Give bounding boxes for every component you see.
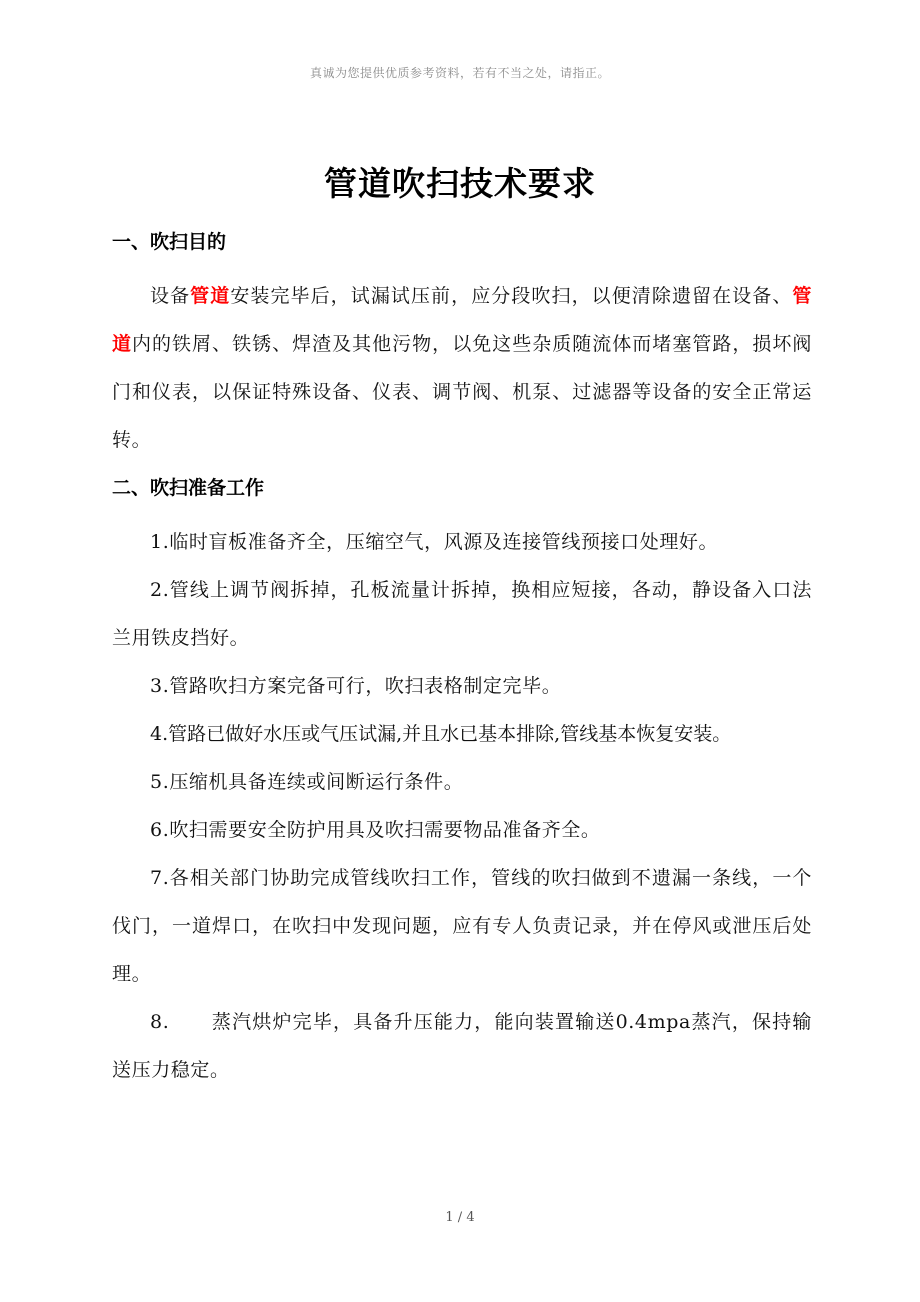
prep-item-5: 5.压缩机具备连续或间断运行条件。 bbox=[150, 771, 464, 793]
header-note: 真诚为您提供优质参考资料，若有不当之处，请指正。 bbox=[309, 66, 610, 80]
page-number: 1 / 4 bbox=[445, 1210, 475, 1225]
item-text: 蒸汽烘炉完毕，具备升压能力，能向装置输送0.4mpa蒸汽，保持输送压力稳定。 bbox=[112, 1011, 812, 1081]
section-heading-preparation: 二、吹扫准备工作 bbox=[112, 477, 265, 499]
prep-item-6: 6.吹扫需要安全防护用具及吹扫需要物品准备齐全。 bbox=[150, 819, 601, 841]
highlight-term: 管道 bbox=[112, 285, 812, 355]
text-span: 安装完毕后，试漏试压前，应分段吹扫，以便清除遗留在设备、 bbox=[230, 285, 793, 307]
item-number: 8. bbox=[150, 1011, 170, 1033]
prep-item-4: 4.管路已做好水压或气压试漏,并且水已基本排除,管线基本恢复安装。 bbox=[150, 723, 732, 745]
highlight-term: 管道 bbox=[190, 285, 231, 307]
prep-item-7: 7.各相关部门协助完成管线吹扫工作，管线的吹扫做到不遗漏一条线，一个伐门，一道焊口，在吹扫中发现问题，应有专人负责记录，并在停风或泄压后处理。 bbox=[112, 867, 812, 985]
purpose-paragraph bbox=[112, 272, 812, 464]
prep-item-1: 1.临时盲板准备齐全，压缩空气，风源及连接管线预接口处理好。 bbox=[150, 531, 719, 553]
prep-item-2: 2.管线上调节阀拆掉，孔板流量计拆掉，换相应短接，各动，静设备入口法兰用铁皮挡好。 bbox=[112, 579, 812, 649]
document-title: 管道吹扫技术要求 bbox=[324, 164, 596, 203]
section-heading-purpose: 一、吹扫目的 bbox=[112, 231, 227, 253]
document-body bbox=[112, 224, 812, 1094]
text-span: 内的铁屑、铁锈、焊渣及其他污物，以免这些杂质随流体而堵塞管路，损坏阀门和仪表，以保证特殊设备、仪表、调节阀、机泵、过滤器等设备的安全正常运转。 bbox=[112, 333, 812, 451]
prep-item-8 bbox=[112, 998, 812, 1094]
text-span: 设备 bbox=[150, 285, 191, 307]
prep-item-3: 3.管路吹扫方案完备可行，吹扫表格制定完毕。 bbox=[150, 675, 562, 697]
